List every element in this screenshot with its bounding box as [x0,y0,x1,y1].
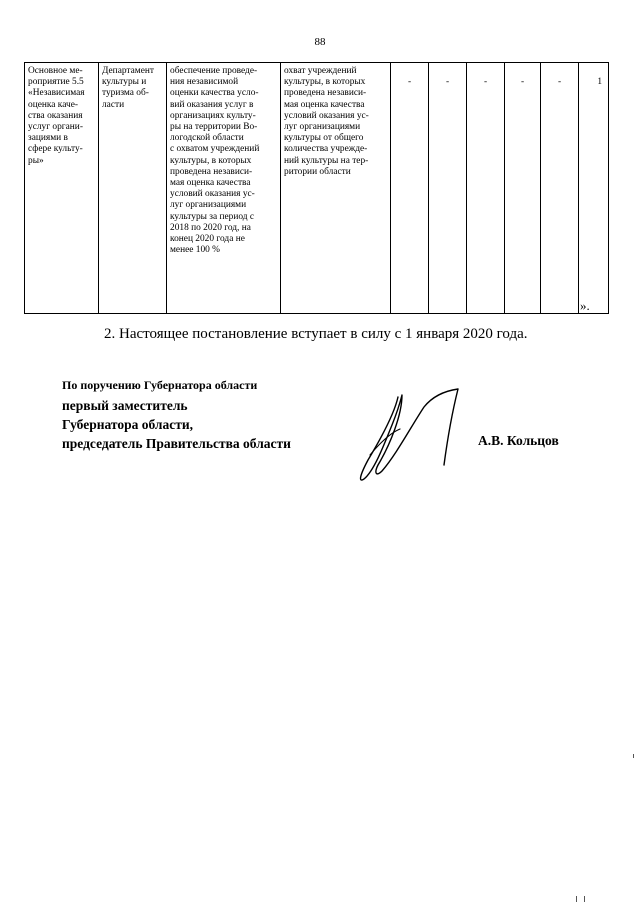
signature-caption: По поручению Губернатора области [62,378,258,392]
goal-cell: обеспечение проведе- ния независимой оценки качества усло- вий оказания услуг в организациях культу- ры на территории Во- логодской области с охватом учреждений культуры, в которых проведена независи- мая оценка качества условий оказания ус- луг организациями культуры за период с 2018 по 2020 год, на конец 2020 года не менее 100 % [167,63,281,314]
measures-table [24,62,609,314]
effective-date-paragraph: 2. Настоящее постановление вступает в силу с 1 января 2020 года. [104,326,528,342]
value-cell-5: - [541,63,579,314]
signatory-name: А.В. Кольцов [478,433,559,448]
scan-artifact [584,896,585,902]
value-cell-1: - [391,63,429,314]
value-cell-3: - [467,63,505,314]
signatory-title: первый заместитель Губернатора области, председатель Правительства области [62,398,291,451]
executor-cell: Департамент культуры и туризма об- ласти [99,63,167,314]
table-row [25,63,609,314]
measure-cell: Основное ме- роприятие 5.5 «Независимая оценка каче- ства оказания услуг органи- зациями в сфере культу- ры» [25,63,99,314]
scan-artifact [576,896,577,902]
page-number: 88 [314,36,326,48]
handwritten-signature [340,385,470,490]
value-cell-2: - [429,63,467,314]
value-cell-6: 1 [579,63,609,314]
value-cell-4: - [505,63,541,314]
scan-artifact [633,754,634,758]
indicator-cell: охват учреждений культуры, в которых проведена независи- мая оценка качества условий оказания ус- луг организациями культуры от общего количества учрежде- ний культуры на тер- ритории области [281,63,391,314]
closing-quote: ». [580,298,590,313]
